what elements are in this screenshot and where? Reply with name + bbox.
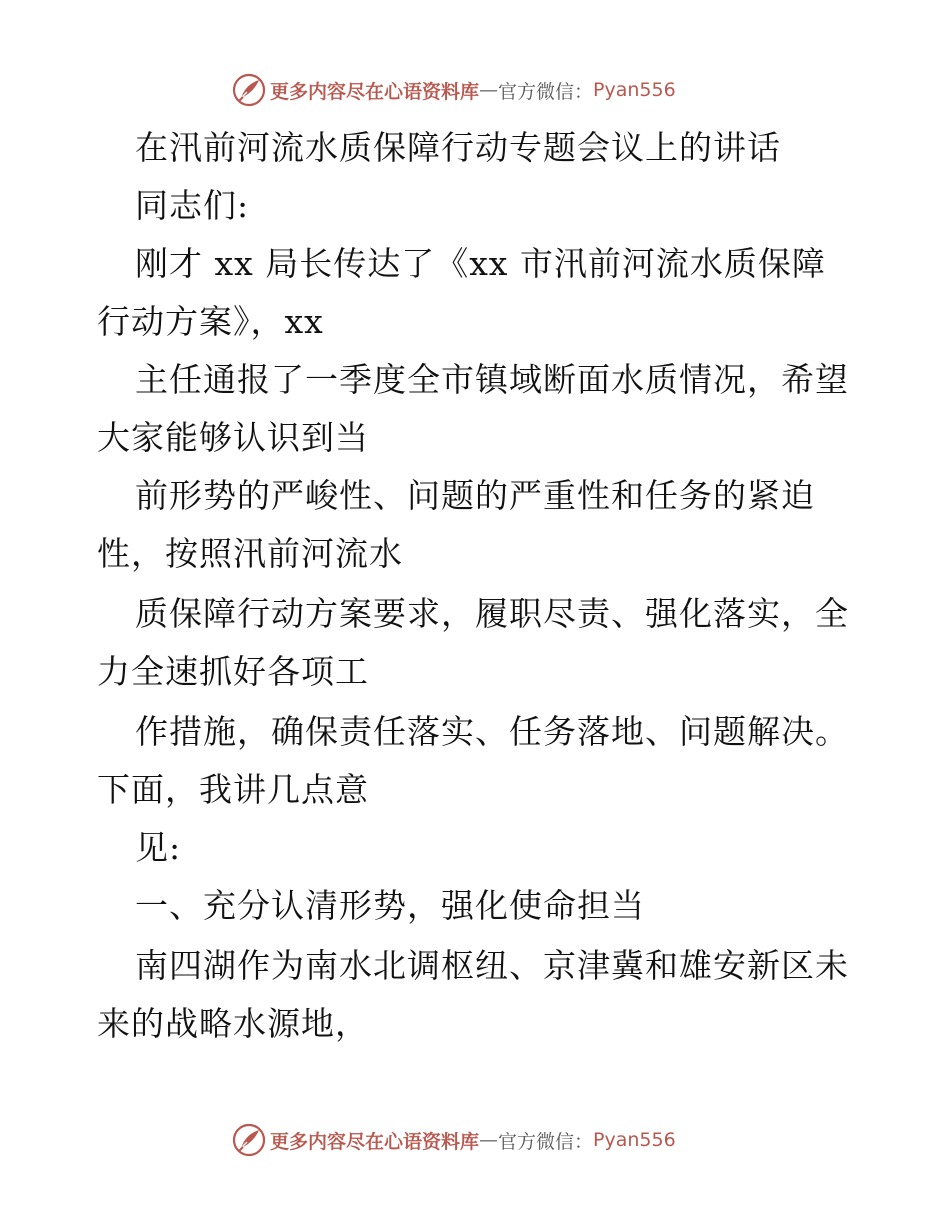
paragraph-line: 力全速抓好各项工 [97,652,369,691]
paragraph-line: 刚才 xx 局长传达了《xx 市汛前河流水质保障 [135,244,826,283]
paragraph-line: 来的战略水源地， [97,1004,369,1043]
paragraph-line: 主任通报了一季度全市镇域断面水质情况，希望 [135,360,849,399]
paragraph-line: 作措施，确保责任落实、任务落地、问题解决。 [135,712,849,751]
quill-pen-logo-icon [232,1123,266,1157]
paragraph-line: 质保障行动方案要求，履职尽责、强化落实，全 [135,594,849,633]
watermark-wechat-id: Pyan556 [593,79,676,101]
paragraph-line: 行动方案》，xx [97,302,324,341]
paragraph-line: 同志们: [135,186,250,225]
section-heading: 一、充分认清形势，强化使命担当 [135,886,645,925]
watermark-label: 官方微信： [498,1130,594,1153]
watermark-label: 官方微信： [498,80,594,103]
watermark-separator: — [479,79,499,101]
paragraph-line: 大家能够认识到当 [97,418,369,457]
paragraph-line: 前形势的严峻性、问题的严重性和任务的紧迫 [135,476,815,515]
watermark-brand: 更多内容尽在心语资料库 [270,80,480,103]
watermark-wechat-id: Pyan556 [593,1129,676,1151]
document-title: 在汛前河流水质保障行动专题会议上的讲话 [135,128,781,167]
paragraph-line: 性，按照汛前河流水 [97,534,403,573]
paragraph-line: 下面，我讲几点意 [97,770,369,809]
watermark-separator: — [479,1129,499,1151]
paragraph-line: 见: [135,828,182,867]
paragraph-line: 南四湖作为南水北调枢纽、京津冀和雄安新区未 [135,946,849,985]
footer-watermark [232,1122,676,1158]
watermark-brand: 更多内容尽在心语资料库 [270,1130,480,1153]
